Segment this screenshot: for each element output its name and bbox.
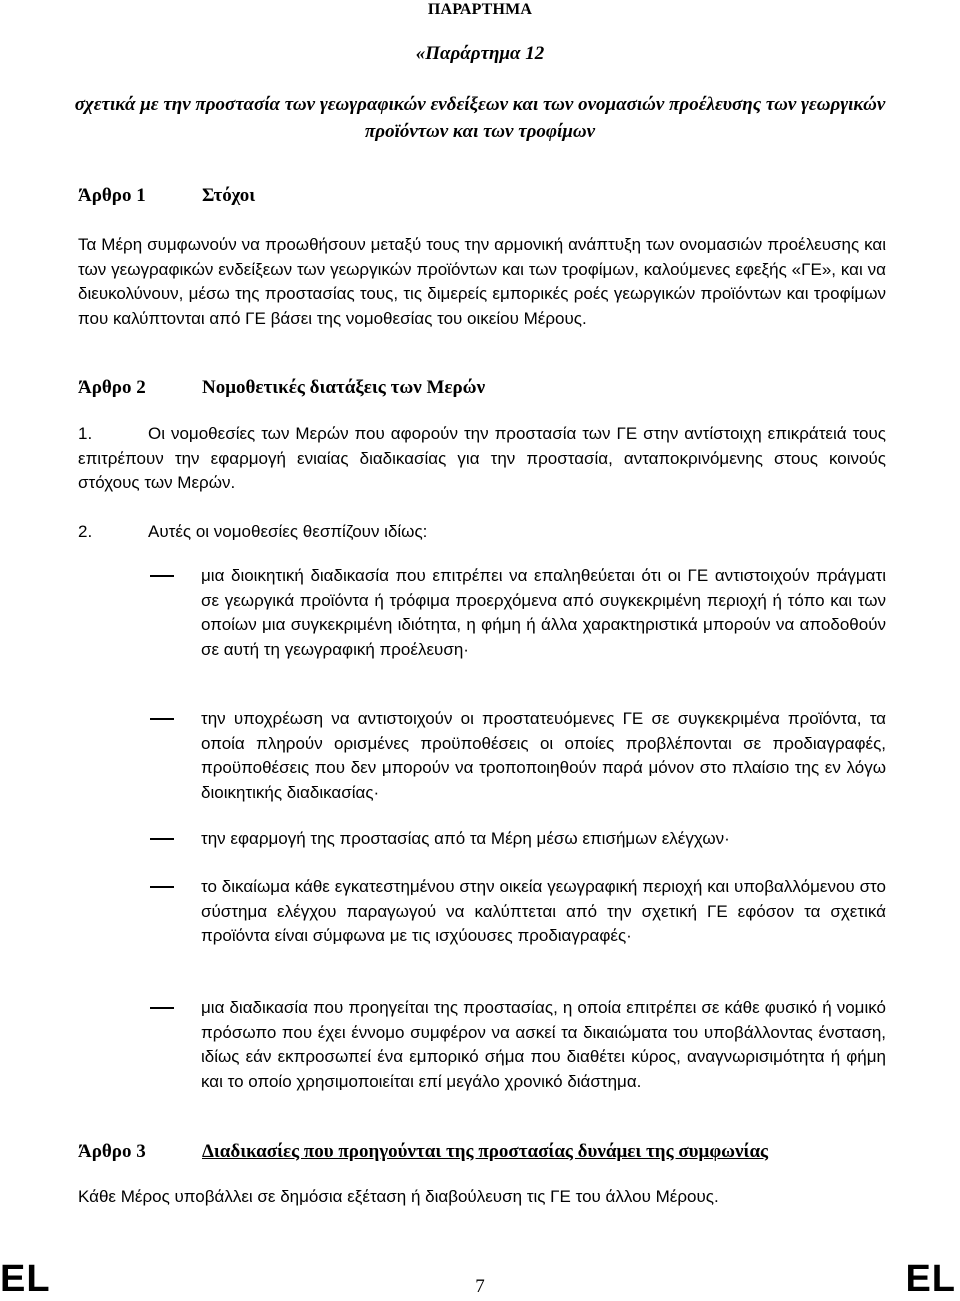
- annex-title: ΠΑΡΑΡΤΗΜΑ: [427, 1, 533, 18]
- article-2-paragraph-1: [78, 422, 886, 496]
- paragraph-1-text: Οι νομοθεσίες των Μερών που αφορούν την προστασία των ΓΕ στην αντίστοιχη επικράτειά τους επιτρέπουν την εφαρμογή ενιαίας διαδικασίας για την προστασία, ανταποκρινόμενης στους κοινούς στόχους των Μερών.: [78, 424, 886, 492]
- article-3-heading: [78, 1140, 768, 1164]
- article-1-heading: [78, 184, 255, 208]
- list-item-text: το δικαίωμα κάθε εγκατεστημένου στην οικεία γεωγραφική περιοχή και υποβαλλόμενου στο σύστημα ελέγχου παραγωγού να καλύπτεται από την σχετική ΓΕ εφόσον τα σχετικά προϊόντα είναι σύμφωνα με τις ισχύουσες προδιαγραφές·: [201, 877, 886, 945]
- article-2-title: Νομοθετικές διατάξεις των Μερών: [202, 377, 486, 398]
- dash-bullet-icon: [150, 1007, 174, 1009]
- dash-bullet-icon: [150, 575, 174, 577]
- dash-bullet-icon: [150, 718, 174, 720]
- annex-12-title: «Παράρτημα 12: [415, 43, 545, 64]
- list-item: [78, 996, 886, 1094]
- paragraph-2-text: Αυτές οι νομοθεσίες θεσπίζουν ιδίως:: [148, 522, 428, 541]
- paragraph-1-number: 1.: [78, 424, 93, 443]
- article-2-number: Άρθρο 2: [78, 377, 146, 398]
- list-item: [78, 875, 886, 949]
- article-1-paragraph: Τα Μέρη συμφωνούν να προωθήσουν μεταξύ τους την αρμονική ανάπτυξη των ονομασιών προέλευσης και των γεωγραφικών ενδείξεων των γεωργικών προϊόντων και των τροφίμων, καλούμενες εφεξής «ΓΕ», και να διευκολύνουν, μέσω της προστασίας τους, τις διμερείς εμπορικές ροές γεωργικών προϊόντων και τροφίμων που καλύπτονται από ΓΕ βάσει της νομοθεσίας του οικείου Μέρους.: [78, 235, 886, 328]
- article-1-title: Στόχοι: [202, 185, 256, 206]
- footer-language-right: EL: [905, 1258, 956, 1300]
- footer-language-left: EL: [0, 1258, 51, 1300]
- list-item-text: μια διοικητική διαδικασία που επιτρέπει να επαληθεύεται ότι οι ΓΕ αντιστοιχούν πράγματι σε γεωργικά προϊόντα ή τρόφιμα προερχόμενα από συγκεκριμένη περιοχή ή τόπο και των οποίων μια συγκεκριμένη ιδιότητα, η φήμη ή άλλα χαρακτηριστικά μπορούν να αποδοθούν σε αυτή τη γεωγραφική προέλευση·: [201, 566, 886, 659]
- page-number: 7: [475, 1276, 485, 1297]
- list-item-text: την εφαρμογή της προστασίας από τα Μέρη μέσω επισήμων ελέγχων·: [201, 829, 730, 848]
- article-1-number: Άρθρο 1: [78, 185, 146, 206]
- annex-subtitle: σχετικά με την προστασία των γεωγραφικών ενδείξεων και των ονομασιών προέλευσης των γεωργικών προϊόντων και των τροφίμων: [74, 94, 886, 142]
- dash-bullet-icon: [150, 838, 174, 840]
- list-item-text: την υποχρέωση να αντιστοιχούν οι προστατευόμενες ΓΕ σε συγκεκριμένα προϊόντα, τα οποία πληρούν ορισμένες προϋποθέσεις οι οποίες προβλέπονται σε προδιαγραφές, προϋποθέσεις που δεν μπορούν να τροποποιηθούν παρά μόνον στο πλαίσιο της εν λόγω διοικητικής διαδικασίας·: [201, 709, 886, 802]
- list-item: [78, 827, 886, 852]
- article-3-paragraph: Κάθε Μέρος υποβάλλει σε δημόσια εξέταση ή διαβούλευση τις ΓΕ του άλλου Μέρους.: [78, 1187, 719, 1206]
- list-item-text: μια διαδικασία που προηγείται της προστασίας, η οποία επιτρέπει σε κάθε φυσικό ή νομικό πρόσωπο που έχει έννομο συμφέρον να ασκεί τα δικαιώματα του υποβάλλοντας ένσταση, ιδίως εάν εκπροσωπεί ένα εμπορικό σήμα που διαθέτει κύρος, αναγνωρισιμότητα ή φήμη και το οποίο χρησιμοποιείται επί μεγάλο χρονικό διάστημα.: [201, 998, 886, 1091]
- article-3-number: Άρθρο 3: [78, 1141, 146, 1162]
- dash-bullet-icon: [150, 886, 174, 888]
- list-item: [78, 707, 886, 805]
- article-2-paragraph-2: [78, 520, 886, 545]
- paragraph-2-number: 2.: [78, 522, 93, 541]
- article-2-heading: [78, 376, 485, 400]
- article-3-title: Διαδικασίες που προηγούνται της προστασίας δυνάμει της συμφωνίας: [202, 1141, 769, 1162]
- list-item: [78, 564, 886, 662]
